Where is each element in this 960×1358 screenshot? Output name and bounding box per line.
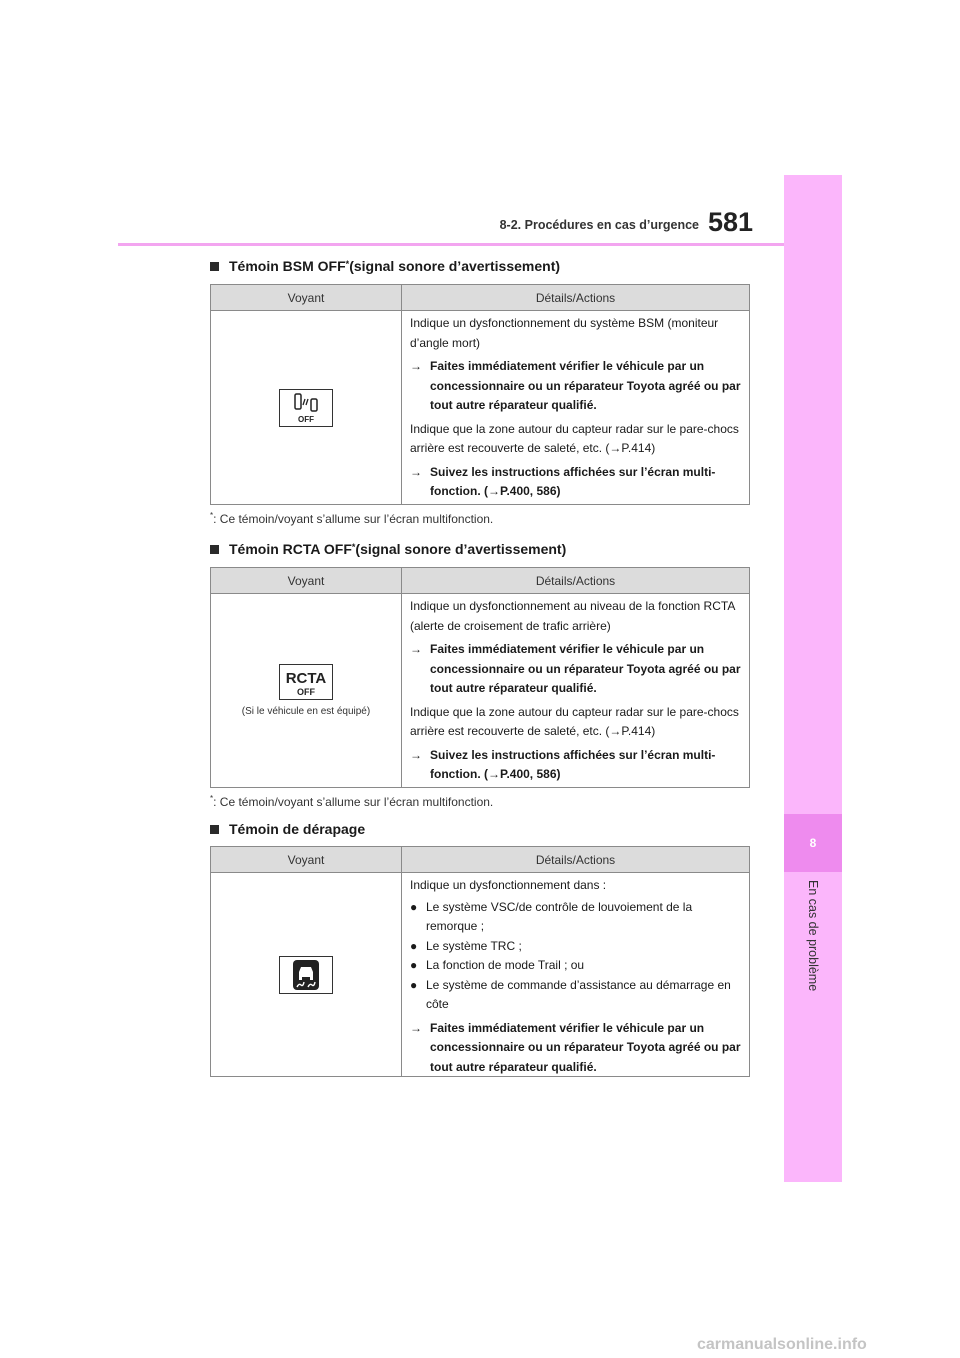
bsm-off-icon — [279, 389, 333, 427]
action-item — [410, 463, 745, 502]
action-text: Faites immédiatement vérifier le véhicule par un concessionnaire ou un réparateur Toyota agréé ou par tout autre réparateur qualifié. — [430, 359, 741, 412]
section-title-suffix: (signal sonore d’avertissement) — [349, 258, 561, 274]
list-item — [410, 976, 745, 1015]
square-bullet-icon — [210, 825, 219, 834]
chapter-title: En cas de problème — [806, 880, 820, 992]
list-item — [410, 937, 745, 957]
section-heading-bsm — [210, 258, 560, 274]
detail-text: Indique que la zone autour du capteur radar sur le pare-chocs arrière est recouverte de saleté, etc. (→P.414) — [410, 421, 739, 455]
column-header-details: Détails/Actions — [535, 290, 616, 305]
details-cell — [402, 873, 749, 1076]
section-heading-rcta — [210, 541, 566, 557]
table-row — [211, 873, 749, 1076]
column-header-details: Détails/Actions — [535, 573, 616, 588]
action-text: Faites immédiatement vérifier le véhicule par un concessionnaire ou un réparateur Toyota agréé ou par tout autre réparateur qualifié. — [430, 1020, 741, 1074]
table-row — [211, 594, 749, 787]
bullet-icon: ● — [410, 938, 418, 953]
indicator-cell — [211, 594, 402, 787]
icon-note: (Si le véhicule en est équipé) — [241, 706, 371, 717]
details-cell — [402, 311, 749, 504]
action-text: Faites immédiatement vérifier le véhicule par un concessionnaire ou un réparateur Toyota agréé ou par tout autre réparateur qualifié. — [430, 642, 741, 695]
column-header-voyant: Voyant — [211, 847, 402, 872]
section-title-suffix: (signal sonore d’avertissement) — [355, 541, 567, 557]
bsm-icon-label: OFF — [298, 414, 314, 424]
footnote-marker: * — [345, 259, 350, 269]
rcta-icon-label: RCTA — [285, 670, 327, 687]
section-title: Témoin de dérapage — [229, 821, 366, 837]
column-header-voyant: Voyant — [211, 285, 402, 310]
detail-text: Indique un dysfonctionnement au niveau de la fonction RCTA (alerte de croisement de trafic arrière) — [410, 599, 735, 633]
footnote-text: : Ce témoin/voyant s’allume sur l’écran multifonction. — [213, 795, 494, 809]
indicator-cell — [211, 873, 402, 1076]
bullet-icon: ● — [410, 977, 418, 992]
footnote-text: : Ce témoin/voyant s’allume sur l’écran multifonction. — [213, 512, 494, 526]
chapter-number-tab: 8 — [784, 814, 842, 872]
watermark: carmanualsonline.info — [697, 1336, 867, 1353]
action-text: Suivez les instructions affichées sur l’écran multi-fonction. (→P.400, 586) — [430, 464, 716, 498]
page-number: 581 — [708, 207, 754, 237]
list-item-text: La fonction de mode Trail ; ou — [426, 958, 585, 972]
indicator-table-bsm — [210, 284, 750, 505]
list-item-text: Le système de commande d’assistance au démarrage en côte — [426, 977, 731, 1011]
rcta-icon-off-label: OFF — [297, 687, 315, 697]
arrow-icon: → — [410, 747, 422, 762]
section-heading-skid — [210, 821, 365, 837]
bullet-icon: ● — [410, 958, 418, 972]
chapter-side-band — [784, 175, 842, 1182]
section-title: Témoin RCTA OFF — [229, 541, 352, 557]
details-cell — [402, 594, 749, 787]
action-item — [410, 357, 745, 416]
arrow-icon: → — [410, 1020, 422, 1035]
arrow-icon: → — [410, 642, 422, 656]
action-item — [410, 1019, 745, 1078]
square-bullet-icon — [210, 545, 219, 554]
bullet-icon: ● — [410, 899, 418, 914]
list-item-text: Le système TRC ; — [426, 938, 522, 953]
table-header — [211, 568, 749, 594]
indicator-cell — [211, 311, 402, 504]
footnote-marker: * — [210, 794, 214, 803]
rcta-off-icon — [279, 664, 333, 700]
indicator-table-skid — [210, 846, 750, 1077]
detail-text: Indique que la zone autour du capteur radar sur le pare-chocs arrière est recouverte de saleté, etc. (→P.414) — [410, 704, 739, 738]
column-header-details: Détails/Actions — [535, 852, 616, 867]
arrow-icon: → — [410, 359, 422, 373]
indicator-table-rcta — [210, 567, 750, 788]
header-rule — [118, 243, 784, 246]
arrow-icon: → — [410, 464, 422, 479]
skid-indicator-icon — [279, 956, 333, 994]
square-bullet-icon — [210, 262, 219, 271]
list-item — [410, 956, 745, 976]
column-header-voyant: Voyant — [211, 568, 402, 593]
list-item-text: Le système VSC/de contrôle de louvoiement de la remorque ; — [426, 899, 693, 933]
footnote-bsm — [210, 511, 493, 526]
action-item — [410, 640, 745, 699]
footnote-marker: * — [210, 511, 214, 520]
detail-text: Indique un dysfonctionnement dans : — [410, 878, 607, 892]
table-header — [211, 847, 749, 873]
list-item — [410, 898, 745, 937]
detail-text: Indique un dysfonctionnement du système BSM (moniteur d’angle mort) — [410, 316, 719, 350]
action-item — [410, 746, 745, 785]
footnote-rcta — [210, 794, 493, 809]
footnote-marker: * — [351, 542, 356, 552]
table-header — [211, 285, 749, 311]
running-header: 8-2. Procédures en cas d’urgence — [499, 218, 699, 232]
action-text: Suivez les instructions affichées sur l’écran multi-fonction. (→P.400, 586) — [430, 747, 716, 781]
table-row — [211, 311, 749, 504]
section-title: Témoin BSM OFF — [229, 258, 346, 274]
